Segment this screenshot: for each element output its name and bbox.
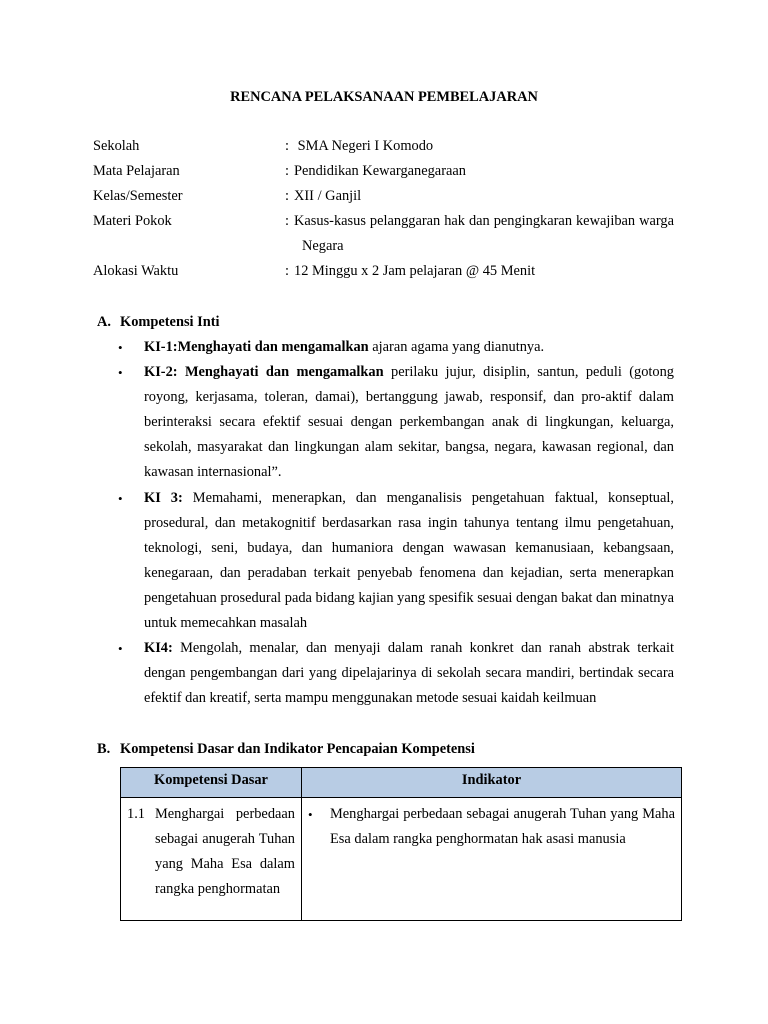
- info-row-materi-pokok: [93, 209, 674, 259]
- ki-label: KI-2: Menghayati dan mengamalkan: [144, 364, 384, 381]
- kd-text: Menghargai perbedaan sebagai anugerah Tuhan yang Maha Esa dalam rangka penghormatan: [155, 806, 295, 898]
- info-colon: :: [285, 263, 289, 280]
- info-value: XII / Ganjil: [294, 188, 362, 205]
- info-label: Kelas/Semester: [93, 188, 183, 205]
- indicator-cell: [302, 798, 682, 921]
- info-value: Kasus-kasus pelanggaran hak dan pengingkaran kewajiban warga Negara: [294, 213, 674, 255]
- info-value: SMA Negeri I Komodo: [294, 138, 434, 154]
- ki-label: KI 3:: [144, 489, 183, 506]
- section-title: Kompetensi Dasar dan Indikator Pencapaian Kompetensi: [120, 741, 475, 757]
- section-a-heading: [97, 310, 220, 335]
- info-value: 12 Minggu x 2 Jam pelajaran @ 45 Menit: [294, 263, 536, 280]
- info-row-mata-pelajaran: [93, 159, 674, 184]
- ki-label: KI4:: [144, 640, 173, 657]
- info-value: Pendidikan Kewarganegaraan: [294, 163, 466, 180]
- kompetensi-inti-list: [118, 335, 674, 711]
- kd-cell: [121, 798, 302, 921]
- kd-content: [127, 802, 295, 902]
- indicator-text: Menghargai perbedaan sebagai anugerah Tuhan yang Maha Esa dalam rangka penghormatan hak asasi manusia: [330, 806, 675, 848]
- bullet-icon: •: [118, 641, 123, 657]
- ki-text: Mengolah, menalar, dan menyaji dalam ranah konkret dan ranah abstrak terkait dengan pengembangan dari yang dipelajarinya di sekolah secara mandiri, bertindak secara efektif dan kreatif, serta mampu menggunakan metode sesuai kaidah keilmuan: [144, 640, 674, 707]
- info-colon: :: [285, 213, 289, 230]
- list-item: [118, 335, 674, 360]
- info-row-alokasi-waktu: [93, 259, 674, 284]
- section-b-heading: [97, 737, 475, 762]
- ki-text: ajaran agama yang dianutnya.: [368, 339, 545, 355]
- info-label: Materi Pokok: [93, 213, 172, 230]
- info-label: Mata Pelajaran: [93, 163, 180, 180]
- list-item: [308, 802, 675, 852]
- bullet-icon: •: [308, 807, 313, 822]
- section-title: Kompetensi Inti: [120, 314, 220, 330]
- column-header-indikator: Indikator: [302, 768, 682, 798]
- table-row: [121, 798, 682, 921]
- section-letter: A.: [97, 314, 111, 330]
- kompetensi-table: [120, 767, 682, 921]
- info-row-kelas-semester: [93, 184, 674, 209]
- info-label: Sekolah: [93, 138, 140, 154]
- document-title: RENCANA PELAKSANAAN PEMBELAJARAN: [230, 89, 538, 105]
- ki-text: perilaku jujur, disiplin, santun, peduli (gotong royong, kerjasama, toleran, damai), bertanggung jawab, responsif, dan pro-aktif dalam berinteraksi secara efektif sesuai dengan perkembangan anak di lingkungan, keluarga, sekolah, masyarakat dan lingkungan alam sekitar, bangsa, negara, kawasan regional, dan kawasan internasional”.: [144, 364, 674, 481]
- info-block: [93, 134, 674, 285]
- ki-label: KI-1:Menghayati dan mengamalkan: [144, 339, 369, 355]
- list-item: [118, 486, 674, 637]
- bullet-icon: •: [118, 340, 123, 355]
- info-colon: :: [285, 188, 289, 205]
- list-item: [118, 360, 674, 485]
- info-row-sekolah: [93, 134, 674, 159]
- info-colon: :: [285, 163, 289, 180]
- kd-number: 1.1: [127, 806, 145, 822]
- table-header-row: [121, 768, 682, 798]
- list-item: [118, 636, 674, 711]
- ki-text: Memahami, menerapkan, dan menganalisis pengetahuan faktual, konseptual, prosedural, dan metakognitif berdasarkan rasa ingin tahunya tentang ilmu pengetahuan, teknologi, seni, budaya, dan humaniora dengan wawasan kemanusiaan, kebangsaan, kenegaraan, dan peradaban terkait penyebab fenomena dan kejadian, serta menerapkan pengetahuan prosedural pada bidang kajian yang spesifik sesuai dengan bakat dan minatnya untuk memecahkan masalah: [144, 489, 674, 632]
- info-label: Alokasi Waktu: [93, 263, 179, 280]
- bullet-icon: •: [118, 490, 123, 506]
- section-letter: B.: [97, 741, 111, 757]
- column-header-kompetensi-dasar: Kompetensi Dasar: [121, 768, 302, 798]
- info-colon: :: [285, 138, 289, 154]
- bullet-icon: •: [118, 365, 123, 381]
